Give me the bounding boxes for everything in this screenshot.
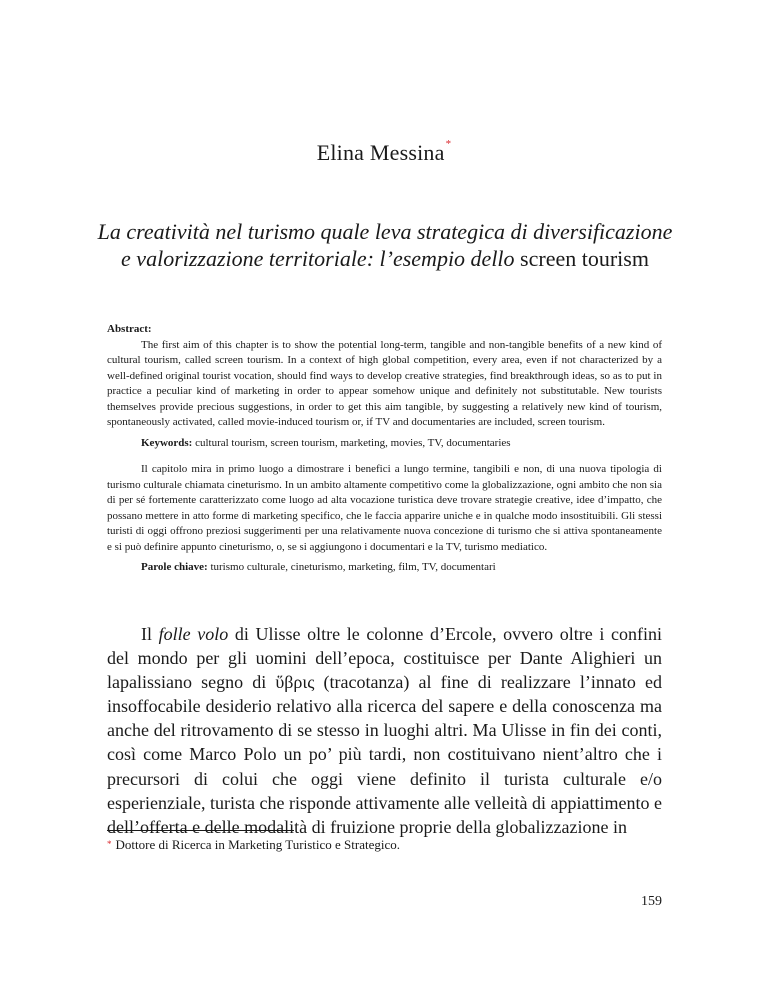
parole-chiave-list: turismo culturale, cineturismo, marketing, film, TV, documentari xyxy=(207,561,496,573)
footnote-divider xyxy=(107,830,294,831)
keywords-list: cultural tourism, screen tourism, marketing, movies, TV, documentaries xyxy=(192,436,511,449)
parole-chiave-label: Parole chiave: xyxy=(141,561,208,573)
author-name-text: Elina Messina xyxy=(316,140,445,165)
body-text xyxy=(107,622,662,839)
footnote-mark: * xyxy=(107,839,112,849)
author-footnote-mark: * xyxy=(445,138,452,150)
italian-keywords xyxy=(107,560,662,576)
chapter-title-line-2-roman: screen tourism xyxy=(514,246,649,271)
body-paragraph xyxy=(107,622,662,839)
abstract-label: Abstract: xyxy=(107,323,152,335)
body-lead-italic: folle volo xyxy=(158,624,229,644)
footnote-text: Dottore di Ricerca in Marketing Turistico e Strategico. xyxy=(115,837,400,852)
author-name xyxy=(0,140,768,166)
page-number: 159 xyxy=(641,894,662,909)
keywords-label: Keywords: xyxy=(141,436,193,449)
body-lead: Il xyxy=(141,624,159,644)
abstract-section xyxy=(107,322,662,451)
italian-abstract-text: Il capitolo mira in primo luogo a dimostrare i benefici a lungo termine, tangibili e non, di una nuova tipologia di turismo culturale chiamata cineturismo. In un ambito altamente competitivo come la globalizzazione, ogni ambito che non sia di per sé fortemente caratterizzato come luogo ad alta vocazione turistica deve trovare strategie creative, idee d’impatto, che possano mettere in atto forme di marketing specifico, che le faccia apparire uniche e in qualche modo insostituibili. Gli stessi turisti di oggi offrono preziosi suggerimenti per una relativamente nuova concezione di turismo che si attiva spontaneamente e si può definire appunto cineturismo, o, se si aggiungono i documentari e la TV, turismo mediatico. xyxy=(107,463,662,553)
body-paragraph-text: di Ulisse oltre le colonne d’Ercole, ovvero oltre i confini del mondo per gli uomini dell’epoca, costituisce per Dante Alighieri un lapalissiano segno di ὕβρις (tracotanza) al fine di realizzare l’innato ed insoffocabile desiderio relativo alla ricerca del sapere e della conoscenza ma anche del ritrovamento di se stesso in luoghi altri. Ma Ulisse in fin dei conti, così come Marco Polo un po’ più tardi, non costituivano nient’altro che i precursori di colui che oggi viene definito il turista culturale e/o esperienziale, turista che risponde attivamente alle velleità di appiattimento e dell’offerta e delle modalità di fruizione proprie della globalizzazione in xyxy=(107,624,663,837)
abstract-text: The first aim of this chapter is to show the potential long-term, tangible and non-tangible benefits of a new kind of cultural tourism, called screen tourism. In a context of high global competition, every area, even if not characterized by a well-defined original tourist vocation, should find ways to develop creative strategies, find breakthrough ideas, so as to put in practice a peculiar kind of marketing in order to appear somehow unique and definitely not substitutable. New tourists themselves provide precious suggestions, in order to get this aim tangible, by suggesting a relatively new kind of tourism, spontaneously activated, called movie-induced tourism or, if TV and documentaries are included, screen tourism. xyxy=(107,338,662,428)
chapter-title-line-2 xyxy=(80,245,690,272)
abstract-keywords xyxy=(107,436,662,452)
chapter-title-line-2-italic: e valorizzazione territoriale: l’esempio dello xyxy=(121,246,515,271)
footnote xyxy=(107,836,662,853)
chapter-title xyxy=(80,218,690,272)
italian-abstract-section xyxy=(107,462,662,576)
chapter-title-line-1: La creatività nel turismo quale leva strategica di diversificazione xyxy=(97,219,673,244)
